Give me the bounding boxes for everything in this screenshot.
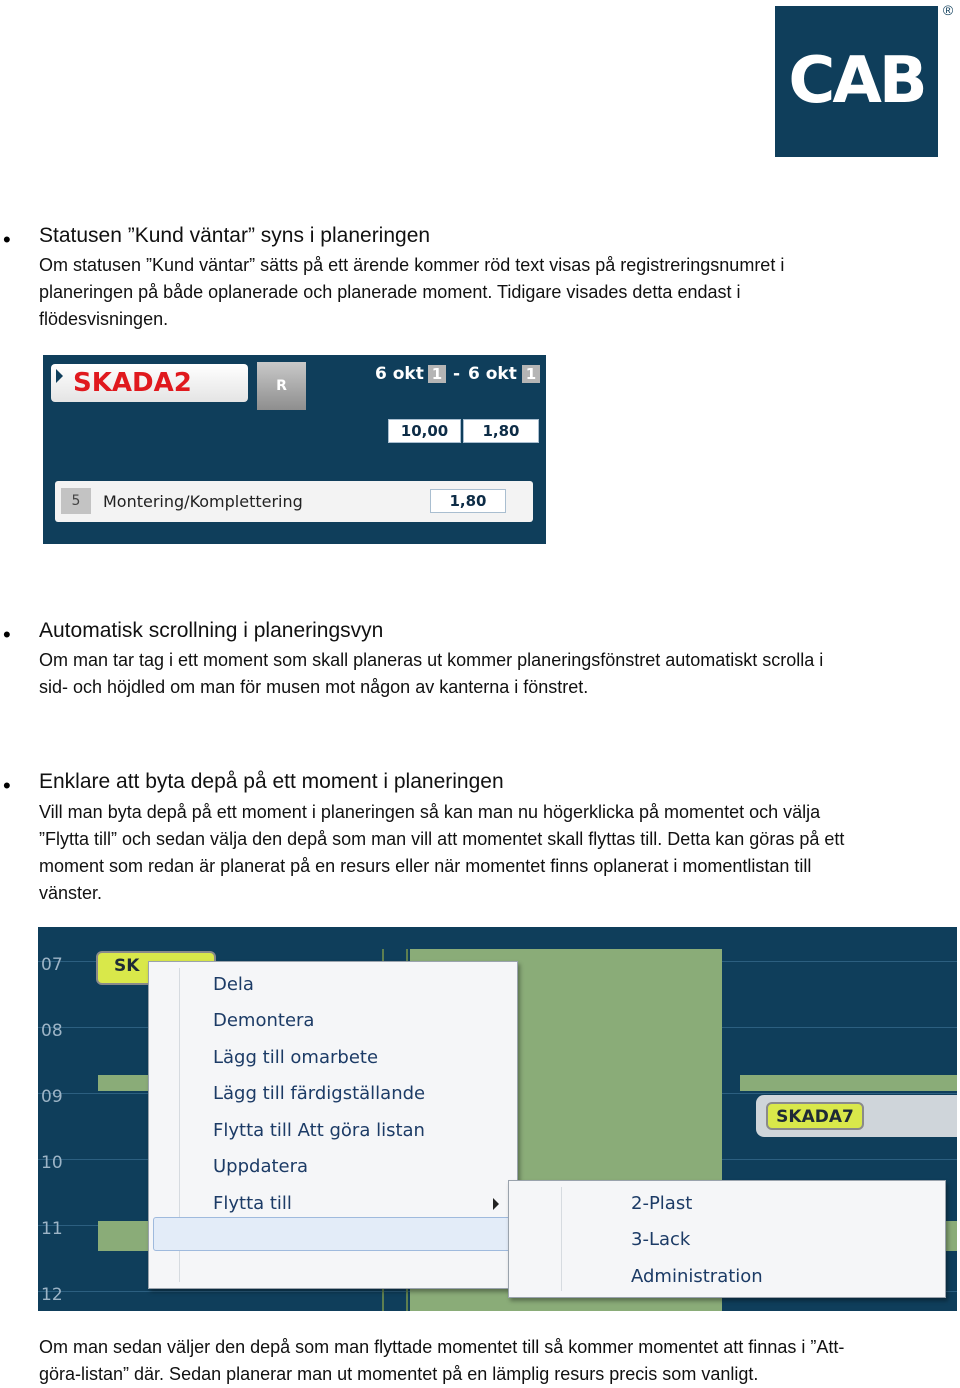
hour-label: 09 [41, 1087, 63, 1107]
bullet-icon: • [3, 227, 11, 252]
date-separator: - [453, 364, 461, 384]
moment-row[interactable] [55, 481, 533, 522]
planning-card-screenshot [43, 355, 546, 544]
context-menu [148, 961, 518, 1289]
menu-item-demontera[interactable]: Demontera [213, 1010, 315, 1031]
text-line: Vill man byta depå på ett moment i planeringen så kan man nu högerklicka på momentet och välja [39, 802, 821, 822]
submenu-item-3-lack[interactable]: 3-Lack [631, 1229, 691, 1250]
menu-item-lagg-till-omarbete[interactable]: Lägg till omarbete [213, 1047, 379, 1068]
date-to: 6 okt [468, 364, 517, 384]
section-heading-kund-vantar: Statusen ”Kund väntar” syns i planeringen [39, 224, 431, 247]
section-heading-scrollning: Automatisk scrollning i planeringsvyn [39, 619, 384, 642]
planning-context-menu-screenshot [38, 927, 957, 1311]
text-line: Om man sedan väljer den depå som man flyttade momentet till så kommer momentet att finnas i ”Att- [39, 1337, 845, 1357]
total-hours-field: 10,00 [388, 419, 461, 443]
menu-separator [561, 1187, 562, 1291]
menu-item-uppdatera[interactable]: Uppdatera [213, 1156, 309, 1177]
date-from-week: 1 [428, 365, 446, 383]
depot-submenu [508, 1180, 946, 1298]
text-line: flödesvisningen. [39, 309, 169, 329]
bullet-icon: • [3, 622, 11, 647]
menu-item-dela[interactable]: Dela [213, 974, 254, 995]
submenu-item-2-plast[interactable]: 2-Plast [631, 1193, 693, 1214]
section-heading-byta-depa: Enklare att byta depå på ett moment i planeringen [39, 770, 504, 793]
flag-arrow-icon [56, 369, 63, 383]
text-line: planeringen på både oplanerade och planerade moment. Tidigare visades detta endast i [39, 282, 741, 302]
moment-tag-skada2[interactable]: SK [96, 951, 216, 985]
hour-label: 08 [41, 1021, 63, 1041]
text-line: ”Flytta till” och sedan välja den depå som man vill att momentet skall flyttas till. Detta kan göras på ett [39, 829, 845, 849]
cab-logo: CAB [775, 6, 938, 157]
planned-hours-field: 1,80 [463, 419, 539, 443]
moment-hours-field: 1,80 [430, 489, 506, 513]
submenu-item-administration[interactable]: Administration [631, 1266, 763, 1287]
moment-name: Montering/Komplettering [103, 492, 303, 511]
text-line: sid- och höjdled om man för musen mot någon av kanterna i fönstret. [39, 677, 589, 697]
footer-text [39, 1334, 954, 1388]
section-text-kund-vantar [39, 252, 954, 333]
hour-label: 07 [41, 955, 63, 975]
section-text-scrollning [39, 647, 954, 701]
r-badge: R [257, 362, 306, 410]
planned-band [740, 1075, 957, 1091]
hour-label: 10 [41, 1153, 63, 1173]
menu-item-flytta-till-att-gora[interactable]: Flytta till Att göra listan [213, 1120, 425, 1141]
menu-item-highlight [153, 1217, 513, 1251]
hour-label: 11 [41, 1219, 63, 1239]
date-from: 6 okt [375, 364, 424, 384]
section-text-byta-depa [39, 799, 954, 907]
submenu-arrow-icon [493, 1198, 499, 1210]
text-line: vänster. [39, 883, 103, 903]
bullet-icon: • [3, 773, 11, 798]
text-line: göra-listan” där. Sedan planerar man ut momentet på en lämplig resurs precis som vanligt. [39, 1364, 759, 1384]
date-to-week: 1 [522, 365, 540, 383]
menu-item-lagg-till-fardigstallande[interactable]: Lägg till färdigställande [213, 1083, 426, 1104]
menu-item-flytta-till[interactable]: Flytta till [213, 1193, 292, 1214]
text-line: Om man tar tag i ett moment som skall planeras ut kommer planeringsfönstret automatiskt scrolla i [39, 650, 824, 670]
hour-label: 12 [41, 1285, 63, 1305]
moment-number: 5 [61, 488, 91, 514]
text-line: Om statusen ”Kund väntar” sätts på ett ärende kommer röd text visas på registreringsnumret i [39, 255, 785, 275]
registered-trademark-icon: ® [942, 2, 954, 18]
text-line: moment som redan är planerat på en resurs eller när momentet finns oplanerat i momentlistan till [39, 856, 812, 876]
registration-tag[interactable]: SKADA2 [51, 364, 248, 402]
moment-tag-skada7[interactable]: SKADA7 [766, 1102, 864, 1130]
